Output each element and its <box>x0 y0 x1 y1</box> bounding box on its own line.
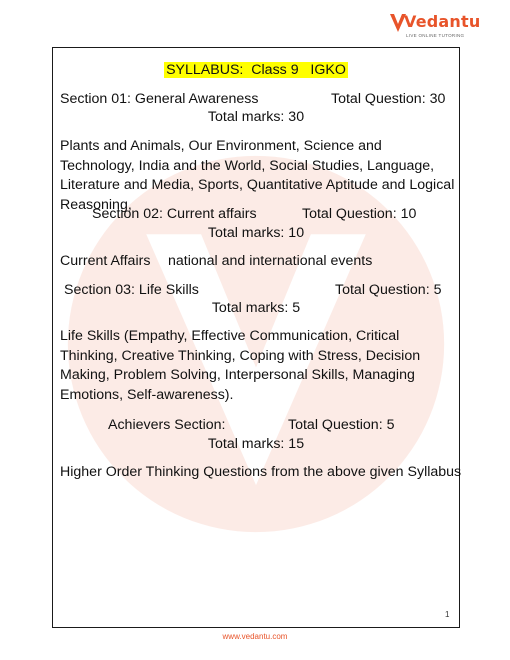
achievers-section-name: Achievers Section: <box>108 417 226 433</box>
logo-tagline: LIVE ONLINE TUTORING <box>406 33 465 38</box>
achievers-section-topics: Higher Order Thinking Questions from the above given Syllabus <box>60 464 462 480</box>
section-2-marks: Total marks: 10 <box>207 225 305 241</box>
vedantu-logo <box>388 8 508 48</box>
page-title: SYLLABUS: Class 9 IGKO <box>166 62 346 78</box>
section-2-name: Section 02: Current affairs <box>92 206 257 222</box>
footer-url[interactable]: www.vedantu.com <box>222 632 288 641</box>
section-1-topics: Plants and Animals, Our Environment, Science and Technology, India and the World, Social Studies, Language, Literature and Media, Sports, Quantitative Aptitude and Logical Reasoning, <box>60 138 455 213</box>
logo-wordmark: Vedantu <box>404 12 481 31</box>
achievers-section-questions: Total Question: 5 <box>288 417 395 433</box>
section-2-topics: national and international events <box>168 253 373 269</box>
section-3-name: Section 03: Life Skills <box>64 282 199 298</box>
page-number: 1 <box>445 610 450 619</box>
section-2-topics-label: Current Affairs <box>60 253 151 269</box>
section-1-name: Section 01: General Awareness <box>60 91 259 107</box>
section-2-questions: Total Question: 10 <box>302 206 417 222</box>
section-3-marks: Total marks: 5 <box>211 300 301 316</box>
achievers-section-marks: Total marks: 15 <box>207 436 305 452</box>
section-1-marks: Total marks: 30 <box>207 109 305 125</box>
section-3-questions: Total Question: 5 <box>335 282 442 298</box>
section-3-topics: Life Skills (Empathy, Effective Communication, Critical Thinking, Creative Thinking, Coping with Stress, Decision Making, Problem Solving, Interpersonal Skills, Managing Emotions, Self-awareness). <box>60 328 421 403</box>
section-1-questions: Total Question: 30 <box>331 91 446 107</box>
